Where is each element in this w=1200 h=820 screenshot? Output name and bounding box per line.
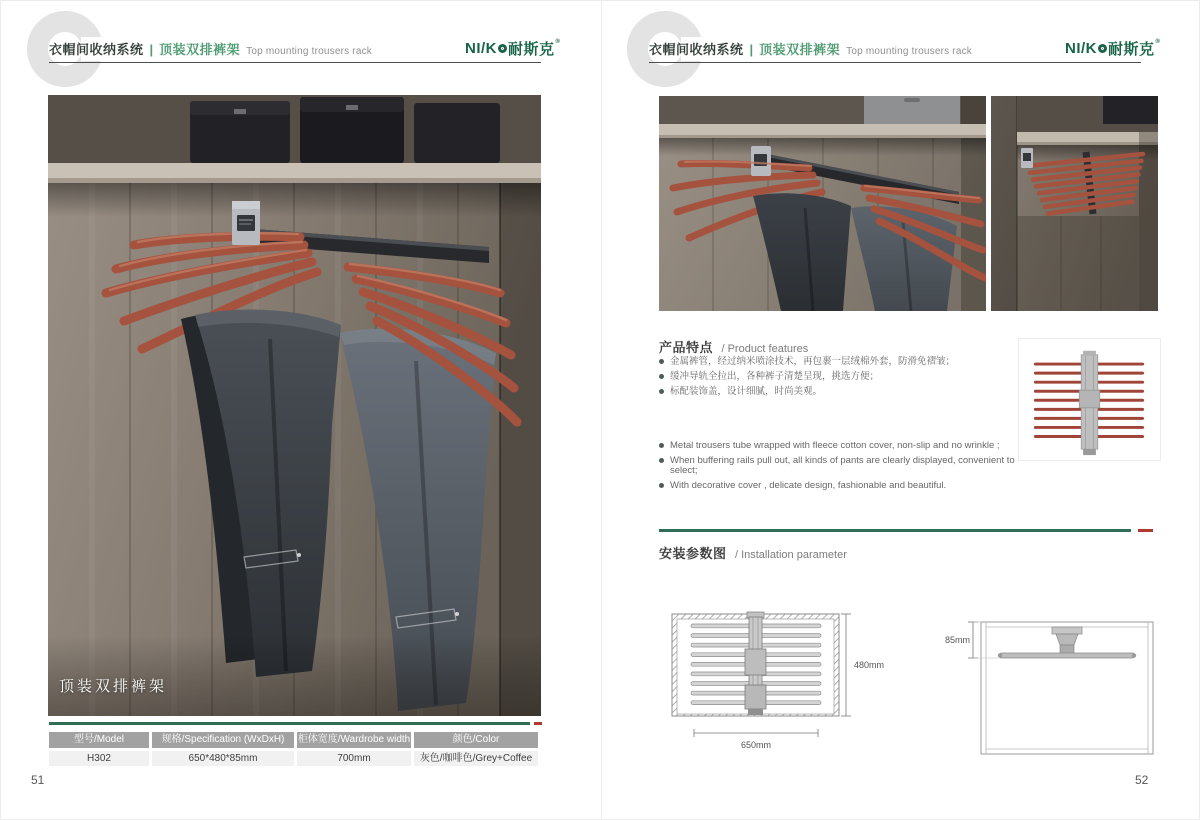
- page-number-left: 51: [31, 773, 45, 787]
- header-rule: [649, 62, 1141, 63]
- brand-logo: [1065, 38, 1160, 59]
- spec-value-model: H302: [49, 751, 149, 766]
- feature-zh-1: 金属裤管，经过纳米喷涂技术，再包裹一层绒棉外套，防滑免褶皱；: [659, 357, 1009, 367]
- header-divider: |: [749, 42, 754, 57]
- main-product-photo: [48, 95, 541, 716]
- photo-caption: 顶装双排裤架: [59, 678, 168, 695]
- features-heading: [659, 337, 808, 357]
- brand-latin: NI/K: [465, 40, 497, 57]
- spec-header-wardrobe-width: 柜体宽度/Wardrobe width: [297, 732, 411, 748]
- accent-rule-red: [1138, 529, 1153, 532]
- diagram-top-view: [657, 593, 917, 768]
- features-heading-zh: 产品特点: [659, 340, 714, 355]
- brand-zh: 耐斯克: [1108, 41, 1155, 58]
- accent-rule-red: [534, 722, 542, 725]
- header-category: 衣帽间收纳系统: [649, 42, 744, 57]
- features-heading-en: / Product features: [721, 343, 809, 355]
- accent-rule-green: [49, 722, 530, 725]
- dimension-width-label: 650mm: [740, 740, 772, 750]
- installation-heading-en: / Installation parameter: [734, 549, 847, 561]
- wardrobe-scene-illustration: [48, 95, 541, 716]
- page-header: [649, 39, 972, 58]
- brand-registered-mark: ®: [1155, 39, 1161, 45]
- header-divider: |: [149, 42, 154, 57]
- spec-value-specification: 650*480*85mm: [152, 751, 294, 766]
- detail-photo-mounted: [991, 96, 1158, 311]
- brand-zh: 耐斯克: [508, 41, 555, 58]
- feature-zh-2: 缓冲导轨全拉出，各种裤子清楚呈现，挑选方便；: [659, 372, 1009, 382]
- detail-photo-pulled-out: [659, 96, 986, 311]
- mount-bracket: [232, 201, 260, 245]
- feature-en-2: When buffering rails pull out, all kinds of pants are clearly displayed, convenient to select;: [659, 456, 1024, 476]
- spec-header-specification: 规格/Specification (WxDxH): [152, 732, 294, 748]
- top-view-drawing: [657, 593, 917, 763]
- spec-header-model: 型号/Model: [49, 732, 149, 748]
- accent-rule-green: [659, 529, 1131, 532]
- spec-value-color: 灰色/咖啡色/Grey+Coffee: [414, 751, 538, 766]
- diagram-front-view: [939, 593, 1179, 773]
- header-product-zh: 顶装双排裤架: [159, 42, 241, 57]
- rack-pulled-out-illustration: [659, 96, 986, 311]
- feature-en-3: With decorative cover , delicate design, fashionable and beautiful.: [659, 481, 1024, 491]
- front-view-drawing: [939, 593, 1179, 768]
- brand-latin: NI/K: [1065, 40, 1097, 57]
- spec-header-color: 颜色/Color: [414, 732, 538, 748]
- features-bullets-zh: [659, 357, 1009, 402]
- features-bullets-en: [659, 441, 1024, 496]
- header-product-en: Top mounting trousers rack: [246, 46, 372, 57]
- rack-mounted-illustration: [991, 96, 1158, 311]
- rack-top-view-thumbnail: [1018, 338, 1161, 461]
- feature-zh-3: 标配装饰盖，设计细腻，时尚美观。: [659, 387, 1009, 397]
- dimension-height-label: 85mm: [945, 635, 971, 645]
- brand-o-icon: [1098, 44, 1107, 53]
- header-category: 衣帽间收纳系统: [49, 42, 144, 57]
- storage-boxes: [190, 97, 500, 163]
- brand-logo: [465, 38, 560, 59]
- header-product-en: Top mounting trousers rack: [846, 46, 972, 57]
- brand-registered-mark: ®: [555, 39, 561, 45]
- rack-top-view-drawing: [1019, 339, 1160, 460]
- page-header: [49, 39, 372, 58]
- page-divider: [601, 1, 602, 820]
- installation-heading: [659, 543, 847, 563]
- dimension-depth-label: 480mm: [854, 660, 885, 670]
- page-number-right: 52: [1135, 773, 1149, 787]
- header-product-zh: 顶装双排裤架: [759, 42, 841, 57]
- spec-table: [49, 732, 541, 766]
- header-rule: [49, 62, 541, 63]
- installation-heading-zh: 安装参数图: [659, 546, 727, 561]
- brand-o-icon: [498, 44, 507, 53]
- spec-value-wardrobe-width: 700mm: [297, 751, 411, 766]
- feature-en-1: Metal trousers tube wrapped with fleece cotton cover, non-slip and no wrinkle ;: [659, 441, 1024, 451]
